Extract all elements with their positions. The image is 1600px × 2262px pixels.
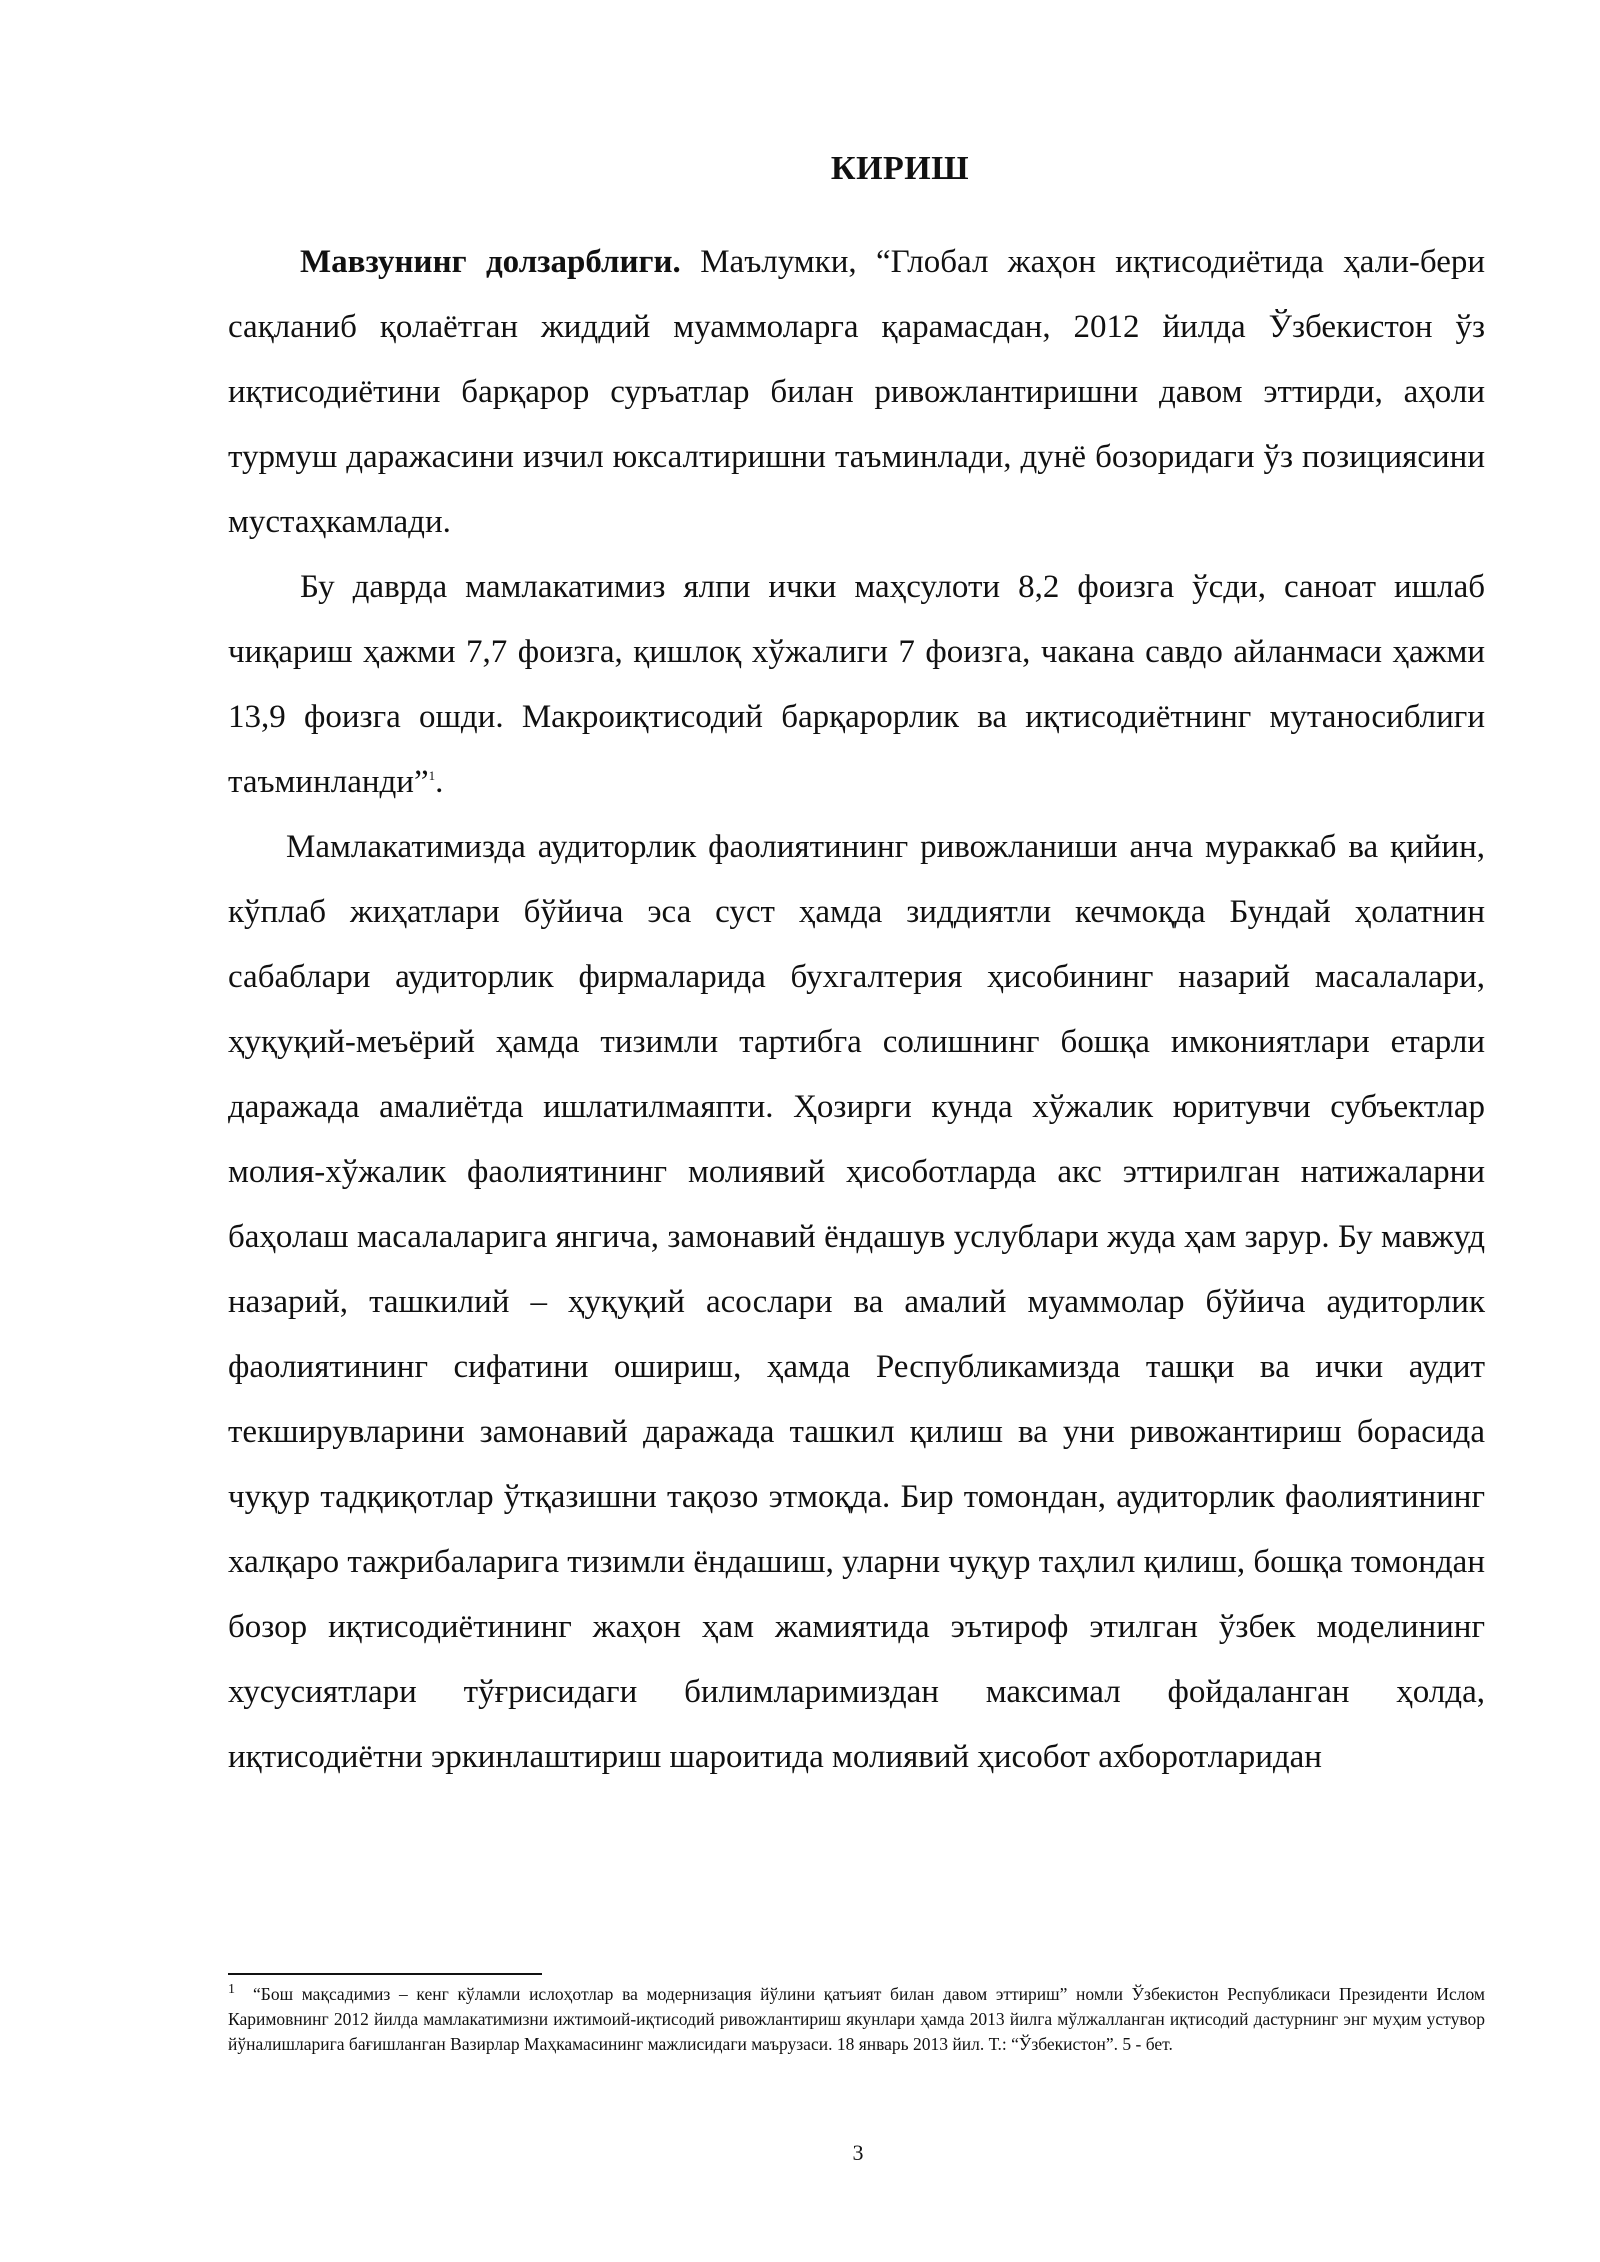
relevance-lead: Мавзунинг долзарблиги.	[300, 244, 681, 280]
paragraph-end: .	[435, 764, 444, 800]
paragraph-statistics	[228, 555, 1485, 815]
footnote-number: 1	[228, 1982, 235, 1998]
page-number: 3	[852, 2140, 864, 2165]
body-text	[228, 230, 1485, 1790]
paragraph-text: Маълумки, “Глобал жаҳон иқтисодиётида ҳали-бери сақланиб қолаётган жиддий муаммоларга қарамасдан, 2012 йилда Ўзбекистон ўз иқтисодиётини барқарор суръатлар билан ривожлантиришни давом эттирди, аҳоли турмуш даражасини изчил юксалтиришни таъминлади, дунё бозоридаги ўз позициясини мустаҳкамлади.	[228, 244, 1486, 540]
paragraph-text: Бу даврда мамлакатимиз ялпи ички маҳсулоти 8,2 фоизга ўсди, саноат ишлаб чиқариш ҳажми 7,7 фоизга, қишлоқ хўжалиги 7 фоизга, чакана савдо айланмаси ҳажми 13,9 фоизга ошди. Макроиқтисодий барқарорлик ва иқтисодиётнинг мутаносиблиги таъминланди”	[228, 569, 1485, 800]
paragraph-relevance	[228, 230, 1485, 555]
footnote	[228, 1982, 1485, 2057]
page-title: КИРИШ	[830, 150, 970, 187]
footnote-reference[interactable]: 1	[428, 768, 436, 783]
paragraph-text: Мамлакатимизда аудиторлик фаолиятининг ривожланиши анча мураккаб ва қийин, кўплаб жиҳатлари бўйича эса суст ҳамда зиддиятли кечмоқда Бундай ҳолатнин сабаблари аудиторлик фирмаларида бухгалтерия ҳисобининг назарий масалалари, ҳуқуқий-меъёрий ҳамда тизимли тартибга солишнинг бошқа имкониятлари етарли даражада амалиётда ишлатилмаяпти. Ҳозирги кунда хўжалик юритувчи субъектлар молия-хўжалик фаолиятининг молиявий ҳисоботларда акс эттирилган натижаларни баҳолаш масалаларига янгича, замонавий ёндашув услублари жуда ҳам зарур. Бу мавжуд назарий, ташкилий – ҳуқуқий асослари ва амалий муаммолар бўйича аудиторлик фаолиятининг сифатини ошириш, ҳамда Республикамизда ташқи ва ички аудит текширувларини замонавий даражада ташкил қилиш ва уни ривожантириш борасида чуқур тадқиқотлар ўтқазишни тақозо этмоқда. Бир томондан, аудиторлик фаолиятининг халқаро тажрибаларига тизимли ёндашиш, уларни чуқур таҳлил қилиш, бошқа томондан бозор иқтисодиётининг жаҳон ҳам жамиятида эътироф этилган ўзбек моделининг хусусиятлари тўғрисидаги билимларимиздан максимал фойдаланган ҳолда, иқтисодиётни эркинлаштириш шароитида молиявий ҳисобот ахборотларидан	[228, 829, 1485, 1775]
footnote-separator	[228, 1973, 542, 1975]
footnote-text: “Бош мақсадимиз – кенг кўламли ислоҳотлар ва модернизация йўлини қатъият билан давом эттириш” номли Ўзбекистон Республикаси Президенти Ислом Каримовнинг 2012 йилда мамлакатимизни ижтимоий-иқтисодий ривожлантириш якунлари ҳамда 2013 йилга мўлжалланган иқтисодий дастурнинг энг муҳим устувор йўналишларига бағишланган Вазирлар Маҳкамасининг мажлисидаги маърузаси. 18 январь 2013 йил. Т.: “Ўзбекистон”. 5 - бет.	[228, 1984, 1485, 2054]
paragraph-audit	[228, 815, 1485, 1790]
